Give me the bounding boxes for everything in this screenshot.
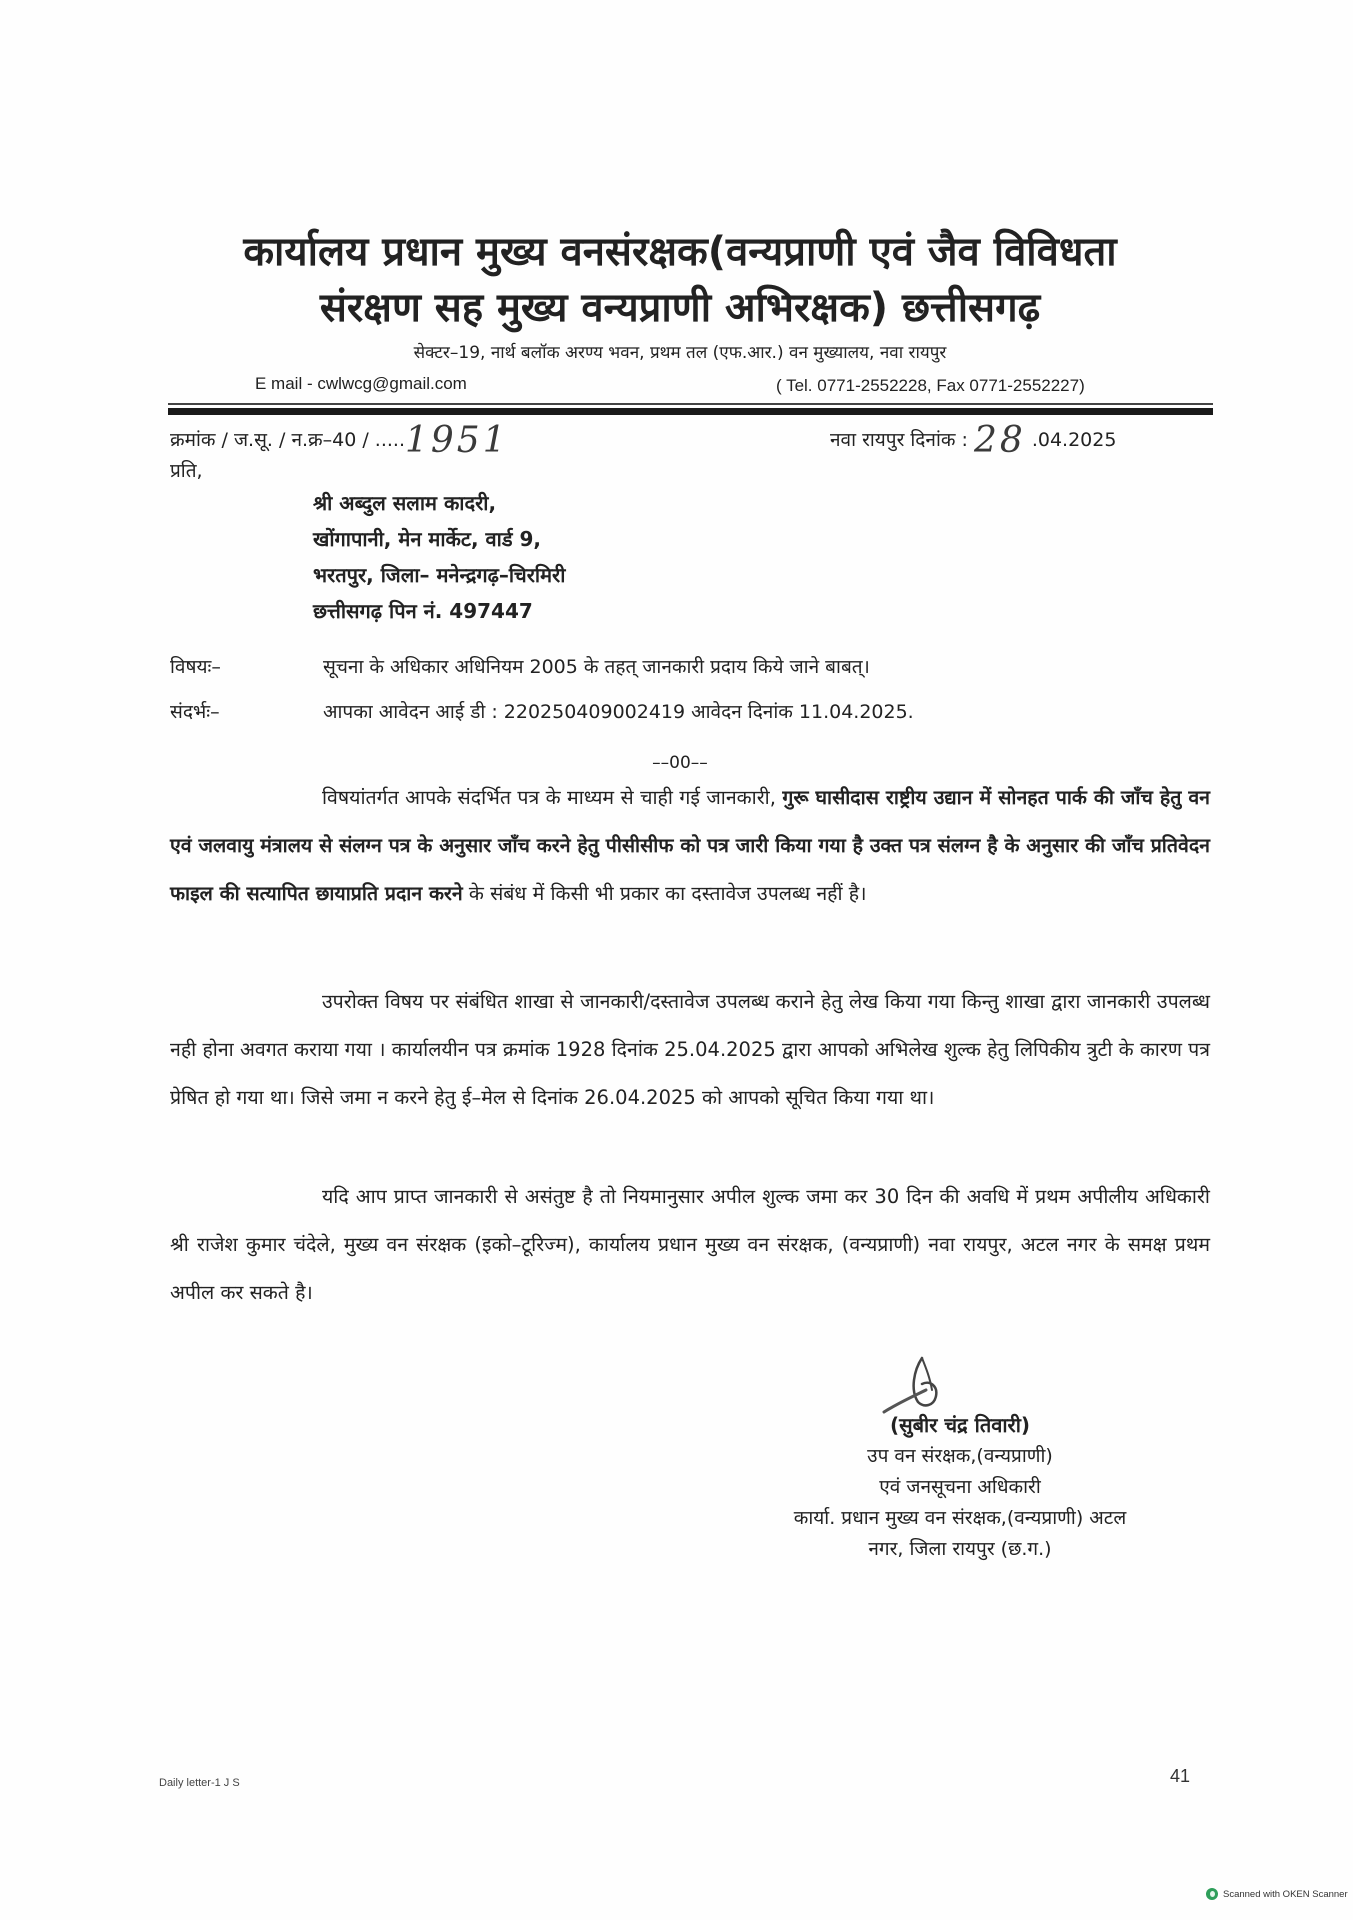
subject-text: सूचना के अधिकार अधिनियम 2005 के तहत् जानकारी प्रदाय किये जाने बाबत्।: [323, 656, 870, 678]
recipient-line: श्री अब्दुल सलाम कादरी,: [313, 491, 497, 515]
recipient-line: छत्तीसगढ़ पिन नं. 497447: [313, 599, 533, 623]
date-rest: .04.2025: [1031, 429, 1117, 451]
paragraph-bold-text: गुरू घासीदास राष्ट्रीय उद्यान में सोनहत पार्क की जाँच हेतु वन एवं जलवायु मंत्रालय से संलग्न पत्र के अनुसार जाँच करने हेतु पीसीसीफ को पत्र जारी किया गया है उक्त पत्र संलग्न है के अनुसार की जाँच प्रतिवेदन फाइल की सत्यापित छायाप्रति प्रदान करने: [170, 786, 1210, 905]
letterhead-address: सेक्टर–19, नार्थ बलॉक अरण्य भवन, प्रथम तल (एफ.आर.) वन मुख्यालय, नवा रायपुर: [413, 343, 947, 363]
header-divider-thick: [168, 408, 1213, 415]
recipient-address: [313, 485, 565, 629]
date-label: नवा रायपुर दिनांक :: [830, 429, 968, 451]
signatory-designation: कार्या. प्रधान मुख्य वन संरक्षक,(वन्यप्राणी) अटल: [793, 1507, 1127, 1529]
scanner-logo-icon: [1206, 1888, 1218, 1900]
footer-note: Daily letter-1 J S: [159, 1777, 240, 1789]
signatory-designation: उप वन संरक्षक,(वन्यप्राणी): [867, 1445, 1053, 1467]
signatory-name: (सुबीर चंद्र तिवारी): [889, 1413, 1031, 1437]
letterhead-title-line-1: कार्यालय प्रधान मुख्य वनसंरक्षक(वन्यप्राणी एवं जैव विविधता: [243, 229, 1117, 275]
recipient-line: भरतपुर, जिला– मनेन्द्रगढ़–चिरमिरी: [313, 563, 566, 587]
reference-label: संदर्भः–: [170, 701, 220, 723]
letterhead-tel-fax: ( Tel. 0771-2552228, Fax 0771-2552227): [776, 376, 1085, 395]
scanner-label: Scanned with OKEN Scanner: [1223, 1888, 1348, 1900]
date-day-handwritten: 28: [973, 420, 1026, 461]
reference-prefix: क्रमांक / ज.सू. / न.क्र–40 / .....: [170, 429, 405, 451]
letterhead-email: E mail - cwlwcg@gmail.com: [255, 374, 467, 393]
reference-number: [170, 420, 509, 461]
recipient-line: खोंगापानी, मेन मार्केट, वार्ड 9,: [313, 527, 542, 551]
letterhead-title-line-2: संरक्षण सह मुख्य वन्यप्राणी अभिरक्षक) छत्तीसगढ़: [319, 285, 1041, 331]
letter-date: [830, 420, 1116, 461]
header-divider-thin: [168, 403, 1213, 405]
to-label: प्रति,: [170, 460, 203, 482]
reference-handwritten-number: 1951: [404, 420, 509, 461]
body-paragraph-3: यदि आप प्राप्त जानकारी से असंतुष्ट है तो नियमानुसार अपील शुल्क जमा कर 30 दिन की अवधि में प्रथम अपीलीय अधिकारी श्री राजेश कुमार चंदेले, मुख्य वन संरक्षक (इको–टूरिज्म), कार्यालय प्रधान मुख्य वन संरक्षक, (वन्यप्राणी) नवा रायपुर, अटल नगर के समक्ष प्रथम अपील कर सकते है।: [170, 1185, 1210, 1304]
separator: ––00––: [652, 753, 708, 773]
scanner-watermark: [1206, 1888, 1348, 1900]
body-paragraph-1: [170, 774, 1210, 918]
subject-label: विषयः–: [170, 656, 221, 678]
signatory-designation: नगर, जिला रायपुर (छ.ग.): [868, 1538, 1052, 1560]
page-number: 41: [1170, 1766, 1191, 1786]
paragraph-text: विषयांतर्गत आपके संदर्भित पत्र के माध्यम से चाही गई जानकारी,: [322, 786, 783, 809]
body-paragraph-2: उपरोक्त विषय पर संबंधित शाखा से जानकारी/दस्तावेज उपलब्ध कराने हेतु लेख किया गया किन्तु शाखा द्वारा जानकारी उपलब्ध नही होना अवगत कराया गया । कार्यालयीन पत्र क्रमांक 1928 दिनांक 25.04.2025 द्वारा आपको अभिलेख शुल्क हेतु लिपिकीय त्रुटी के कारण पत्र प्रेषित हो गया था। जिसे जमा न करने हेतु ई–मेल से दिनांक 26.04.2025 को आपको सूचित किया गया था।: [170, 990, 1210, 1109]
reference-text: आपका आवेदन आई डी : 220250409002419 आवेदन दिनांक 11.04.2025.: [323, 701, 914, 723]
signatory-designation: एवं जनसूचना अधिकारी: [879, 1476, 1041, 1498]
paragraph-text: के संबंध में किसी भी प्रकार का दस्तावेज उपलब्ध नहीं है।: [462, 882, 867, 905]
signature-block: [700, 1410, 1220, 1565]
